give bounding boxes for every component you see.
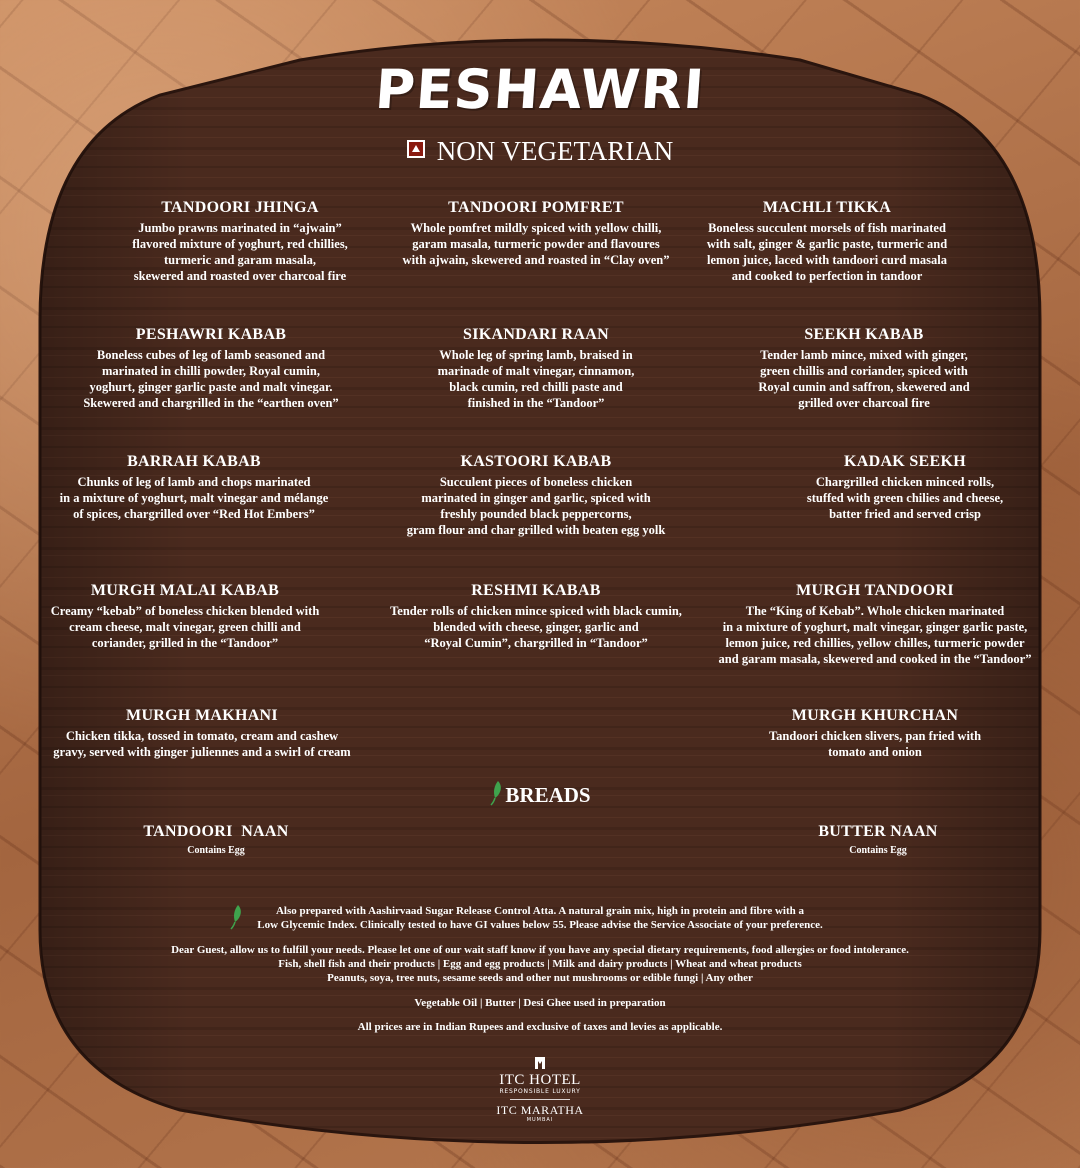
leaf-icon — [489, 780, 503, 806]
dish-name: MURGH MALAI KABAB — [90, 582, 280, 599]
dish-name: KASTOORI KABAB — [460, 453, 612, 470]
logo-property: ITC MARATHA — [496, 1103, 584, 1117]
bread-note: Contains Egg — [187, 845, 245, 856]
logo-hotel: ITC HOTEL — [499, 1072, 581, 1088]
dish-item — [407, 452, 666, 538]
dish-description: Tender rolls of chicken mince spiced with black cumin, blended with cheese, ginger, garlic and “Royal Cumin”, chargrilled in “Tandoor” — [390, 604, 682, 650]
logo-divider — [510, 1099, 570, 1100]
dish-description: Boneless cubes of leg of lamb seasoned and marinated in chilli powder, Royal cumin, yoghurt, ginger garlic paste and malt vinegar. Skewered and chargrilled in the “earthen oven” — [83, 348, 339, 410]
dish-description: Jumbo prawns marinated in “ajwain” flavored mixture of yoghurt, red chillies, turmeric and garam masala, skewered and roasted over charcoal fire — [132, 221, 348, 283]
dish-item — [132, 198, 348, 284]
dish-description: Creamy “kebab” of boneless chicken blended with cream cheese, malt vinegar, green chilli and coriander, grilled in the “Tandoor” — [50, 604, 320, 650]
dish-description: Chicken tikka, tossed in tomato, cream and cashew gravy, served with ginger juliennes and a swirl of cream — [53, 729, 351, 759]
dish-name: KADAK SEEKH — [843, 453, 966, 470]
dish-description: Succulent pieces of boneless chicken marinated in ginger and garlic, spiced with freshly pounded black peppercorns, gram flour and char grilled with beaten egg yolk — [406, 475, 666, 537]
section-non-vegetarian — [0, 136, 1080, 167]
atta-line: Low Glycemic Index. Clinically tested to have GI values below 55. Please advise the Service Associate of your preference. — [257, 919, 823, 931]
dish-item — [719, 581, 1032, 667]
logo-city: MUMBAI — [526, 1117, 554, 1123]
price-note: All prices are in Indian Rupees and exclusive of taxes and levies as applicable. — [357, 1021, 723, 1033]
bread-name: BUTTER NAAN — [818, 823, 938, 840]
dish-description: Whole leg of spring lamb, braised in marinade of malt vinegar, cinnamon, black cumin, red chilli paste and finished in the “Tandoor” — [437, 348, 635, 410]
itc-logo — [470, 1056, 610, 1124]
dish-description: Tandoori chicken slivers, pan fried with tomato and onion — [768, 729, 982, 759]
section-breads — [0, 780, 1080, 808]
dish-description: The “King of Kebab”. Whole chicken marinated in a mixture of yoghurt, malt vinegar, ginger garlic paste, lemon juice, red chillies, yellow chilles, turmeric powder and garam masala, skewered and cooked in the “Tandoor” — [718, 604, 1032, 666]
dish-name: MACHLI TIKKA — [762, 199, 892, 216]
bread-name: TANDOORI NAAN — [143, 823, 289, 840]
itc-mark-icon — [533, 1056, 547, 1070]
dish-name: MURGH TANDOORI — [796, 582, 954, 599]
dish-name: TANDOORI POMFRET — [448, 199, 624, 216]
dish-item — [707, 198, 947, 284]
guest-line: Fish, shell fish and their products | Egg and egg products | Milk and dairy products | Wheat and wheat products — [278, 958, 802, 970]
dish-item — [83, 325, 338, 411]
dish-description: Boneless succulent morsels of fish marinated with salt, ginger & garlic paste, turmeric and lemon juice, laced with tandoori curd masala and cooked to perfection in tandoor — [706, 221, 948, 283]
restaurant-title: PESHAWRI — [373, 58, 707, 121]
dish-item — [807, 452, 1003, 522]
dish-name: PESHAWRI KABAB — [135, 326, 287, 343]
logo-tagline: RESPONSIBLE LUXURY — [499, 1088, 581, 1095]
dish-name: SIKANDARI RAAN — [462, 326, 609, 343]
dish-name: SEEKH KABAB — [804, 326, 924, 343]
bread-item — [143, 822, 288, 858]
dish-item — [53, 706, 350, 760]
guest-line: Dear Guest, allow us to fulfill your needs. Please let one of our wait staff know if you have any special dietary requirements, food allergies or food intolerance. — [171, 944, 909, 956]
dish-name: TANDOORI JHINGA — [161, 199, 319, 216]
section-title: NON VEGETARIAN — [436, 136, 674, 166]
bread-note: Contains Egg — [849, 845, 907, 856]
dish-item — [390, 581, 682, 651]
dish-item — [60, 452, 329, 522]
dish-item — [51, 581, 320, 651]
guest-line: Peanuts, soya, tree nuts, sesame seeds and other nut mushrooms or edible fungi | Any other — [327, 972, 753, 984]
atta-line: Also prepared with Aashirvaad Sugar Release Control Atta. A natural grain mix, high in protein and fibre with a — [275, 905, 805, 917]
section-title: BREADS — [505, 783, 591, 807]
dish-name: BARRAH KABAB — [127, 453, 261, 470]
dish-item — [769, 706, 981, 760]
dish-item — [438, 325, 635, 411]
dish-description: Chunks of leg of lamb and chops marinated in a mixture of yoghurt, malt vinegar and mélange of spices, chargrilled over “Red Hot Embers” — [59, 475, 329, 521]
dish-name: MURGH KHURCHAN — [791, 707, 959, 724]
dish-item — [758, 325, 969, 411]
dish-name: RESHMI KABAB — [471, 582, 601, 599]
dietary-note — [0, 943, 1080, 985]
oil-note: Vegetable Oil | Butter | Desi Ghee used in preparation — [414, 997, 666, 1009]
dish-description: Whole pomfret mildly spiced with yellow chilli, garam masala, turmeric powder and flavoures with ajwain, skewered and roasted in “Clay oven” — [402, 221, 670, 267]
dish-description: Chargrilled chicken minced rolls, stuffed with green chilies and cheese, batter fried and served crisp — [806, 475, 1004, 521]
non-veg-triangle-icon — [407, 140, 425, 158]
leaf-icon — [229, 904, 243, 930]
dish-item — [403, 198, 670, 268]
atta-note — [0, 904, 1080, 933]
dish-description: Tender lamb mince, mixed with ginger, green chillis and coriander, spiced with Royal cumin and saffron, skewered and grilled over charcoal fire — [758, 348, 970, 410]
bread-item — [818, 822, 937, 858]
dish-name: MURGH MAKHANI — [126, 707, 278, 724]
